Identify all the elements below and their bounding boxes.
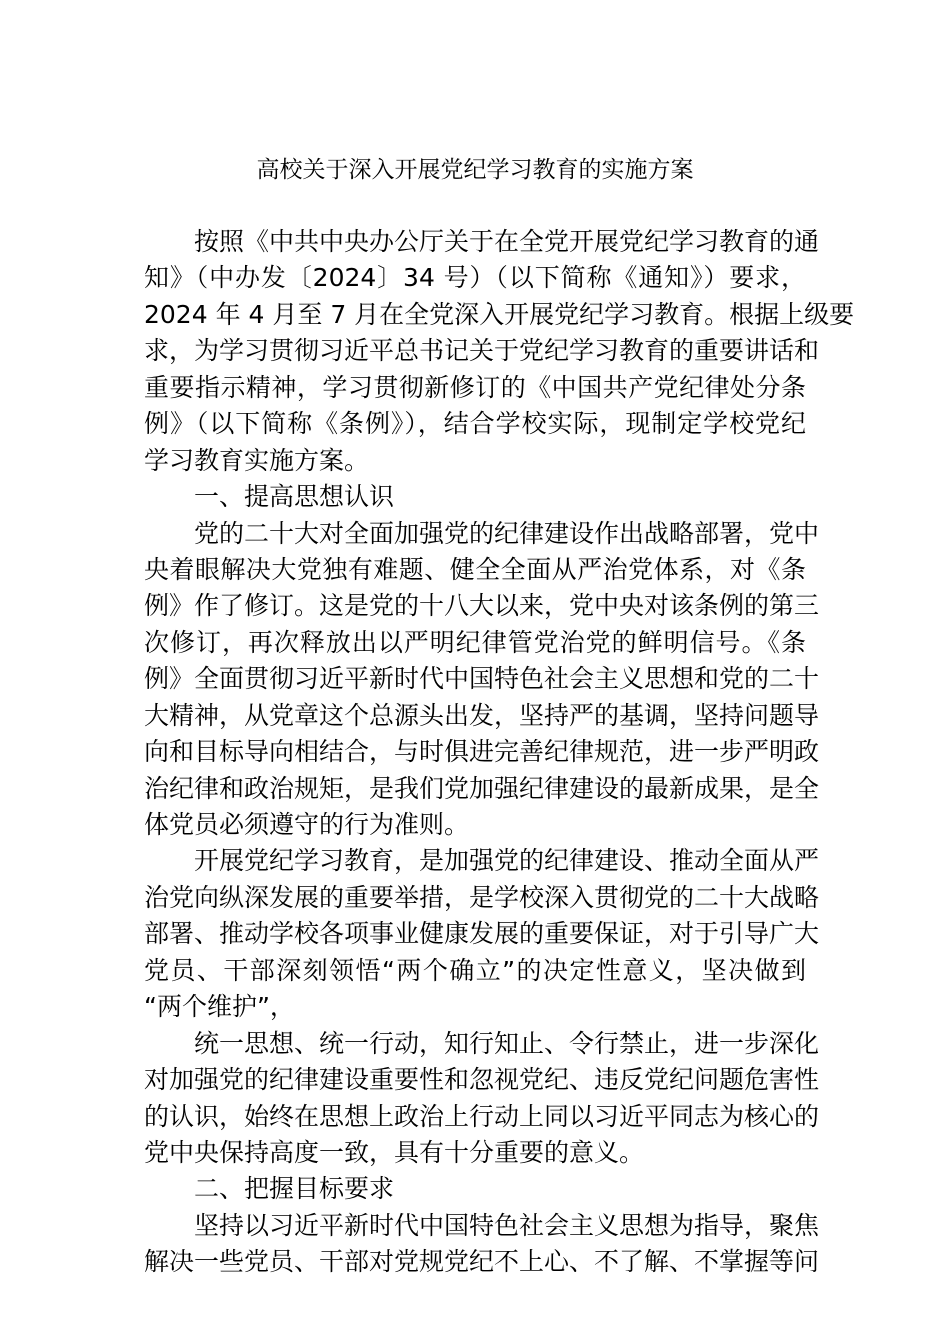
body-line: 例》作了修订。这是党的十八大以来，党中央对该条例的第三	[144, 591, 820, 621]
body-line: 部署、推动学校各项事业健康发展的重要保证，对于引导广大	[144, 919, 820, 949]
body-line: 求，为学习贯彻习近平总书记关于党纪学习教育的重要讲话和	[144, 336, 820, 366]
body-line: 对加强党的纪律建设重要性和忽视党纪、违反党纪问题危害性	[144, 1065, 820, 1095]
body-line: 体党员必须遵守的行为准则。	[144, 810, 470, 839]
body-line: 央着眼解决大党独有难题、健全全面从严治党体系，对《条	[144, 554, 806, 584]
body-line: 党中央保持高度一致，具有十分重要的意义。	[144, 1137, 645, 1167]
body-line: 坚持以习近平新时代中国特色社会主义思想为指导，聚焦	[194, 1210, 820, 1240]
body-line: 的认识，始终在思想上政治上行动上同以习近平同志为核心的	[144, 1101, 820, 1131]
body-line: 例》（以下简称《条例》），结合学校实际，现制定学校党纪	[144, 409, 806, 439]
body-line: 学习教育实施方案。	[144, 445, 370, 475]
body-line: 向和目标导向相结合，与时俱进完善纪律规范，进一步严明政	[144, 737, 820, 767]
body-line: 党员、干部深刻领悟“两个确立”的决定性意义，坚决做到	[144, 955, 806, 985]
body-line: 次修订，再次释放出以严明纪律管党治党的鲜明信号。《条	[144, 627, 806, 657]
body-line: 统一思想、统一行动，知行知止、令行禁止，进一步深化	[194, 1028, 820, 1058]
document-body	[144, 224, 855, 1281]
body-line: 治纪律和政治规矩，是我们党加强纪律建设的最新成果，是全	[144, 773, 820, 803]
body-line: 重要指示精神，学习贯彻新修订的《中国共产党纪律处分条	[144, 372, 806, 402]
body-line: 例》全面贯彻习近平新时代中国特色社会主义思想和党的二十	[144, 664, 820, 694]
body-line: 解决一些党员、干部对党规党纪不上心、不了解、不掌握等问	[144, 1247, 820, 1277]
body-line: 按照《中共中央办公厅关于在全党开展党纪学习教育的通	[194, 227, 820, 256]
body-line: 大精神，从党章这个总源头出发，坚持严的基调，坚持问题导	[144, 700, 820, 730]
body-line: 治党向纵深发展的重要举措，是学校深入贯彻党的二十大战略	[144, 882, 820, 912]
body-line: 党的二十大对全面加强党的纪律建设作出战略部署，党中	[194, 518, 820, 548]
body-line: 二、把握目标要求	[194, 1174, 395, 1204]
body-line: 知》（中办发〔2024〕34 号）（以下简称《通知》）要求，	[144, 263, 806, 293]
document-title: 高校关于深入开展党纪学习教育的实施方案	[256, 157, 694, 183]
body-line: “两个维护”，	[144, 992, 295, 1022]
body-line: 开展党纪学习教育，是加强党的纪律建设、推动全面从严	[194, 846, 820, 876]
body-line: 2024 年 4 月至 7 月在全党深入开展党纪学习教育。根据上级要	[144, 299, 855, 329]
body-line: 一、提高思想认识	[194, 482, 395, 512]
